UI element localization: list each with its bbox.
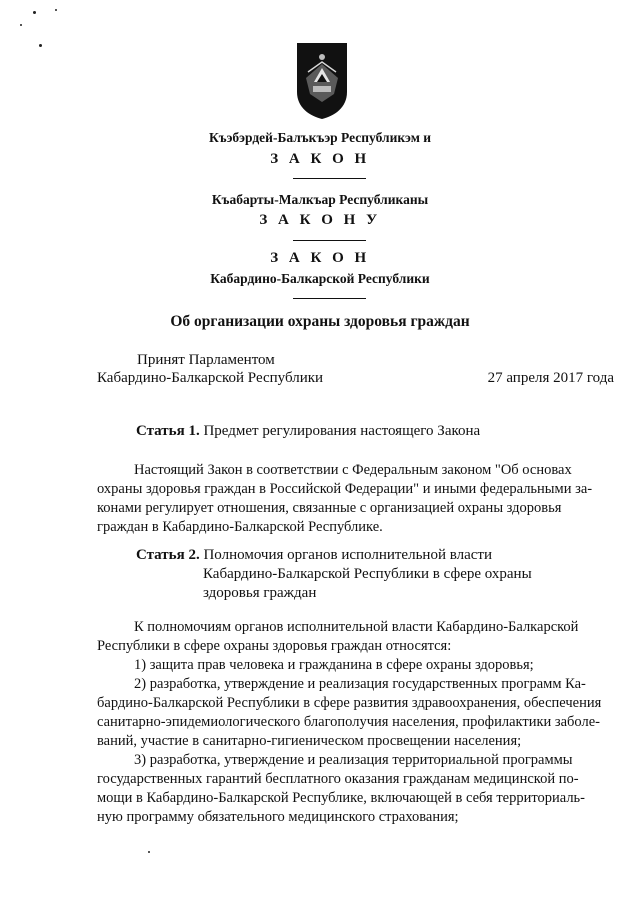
balkar-republic-line: Къабарты-Малкъар Республиканы [211,192,429,207]
article-2-title-line-3: здоровья граждан [203,585,317,601]
text-line: К полномочиям органов исполнительной власти Кабардино-Балкарской [134,619,579,635]
scan-speck [148,851,150,853]
text-line: государственных гарантий бесплатного оказания гражданам медицинской по- [97,771,579,787]
text-line: охраны здоровья граждан в Российской Федерации" и иными федеральными за- [97,481,593,497]
kbr-coat-of-arms-icon [296,42,348,120]
text-line: санитарно-эпидемиологического благополучия населения, профилактики заболе- [97,714,600,730]
list-item: 1) защита прав человека и гражданина в сфере охраны здоровья; [134,657,534,673]
kabardian-law-word: З А К О Н [270,151,370,167]
divider [293,240,366,241]
text-line: ваний, участие в санитарно-гигиеническом просвещении населения; [97,733,522,749]
list-item: 3) разработка, утверждение и реализация территориальной программы [134,752,573,768]
adopted-by-republic: Кабардино-Балкарской Республики [97,370,324,386]
text-line: Настоящий Закон в соответствии с Федеральным законом "Об основах [134,462,572,478]
article-2-heading [136,546,532,603]
adopted-date: 27 апреля 2017 года [487,370,614,386]
text-line: Республики в сфере охраны здоровья граждан относятся: [97,638,452,654]
document-title: Об организации охраны здоровья граждан [170,313,470,330]
balkar-law-word: З А К О Н У [259,212,381,228]
adopted-by-line: Принят Парламентом [137,352,275,368]
russian-law-word: З А К О Н [270,250,370,266]
article-1-body [97,461,615,537]
text-line: граждан в Кабардино-Балкарской Республике. [97,519,383,535]
divider [293,178,366,179]
article-1-title: Предмет регулирования настоящего Закона [203,423,481,439]
text-line: конами регулирует отношения, связанные с организацией охраны здоровья [97,500,562,516]
divider [293,298,366,299]
text-line: мощи в Кабардино-Балкарской Республике, включающей в себя территориаль- [97,790,585,806]
kabardian-republic-line: Къэбэрдей-Балъкъэр Республикэм и [208,130,432,145]
text-line: ную программу обязательного медицинского страхования; [97,809,459,825]
russian-republic-line: Кабардино-Балкарской Республики [210,271,430,286]
article-1-heading [136,423,480,440]
list-item: 2) разработка, утверждение и реализация государственных программ Ка- [134,676,586,692]
scan-speck [20,24,22,26]
article-1-label: Статья 1. [136,423,200,439]
article-2-title-line-2: Кабардино-Балкарской Республики в сфере охраны [203,566,532,582]
article-2-body [97,618,615,827]
text-line: бардино-Балкарской Республики в сфере развития здравоохранения, обеспечения [97,695,602,711]
scan-speck [55,9,57,11]
article-2-title-line-1: Полномочия органов исполнительной власти [203,547,492,563]
article-2-label: Статья 2. [136,547,200,563]
scan-speck [33,11,36,14]
scan-speck [39,44,42,47]
